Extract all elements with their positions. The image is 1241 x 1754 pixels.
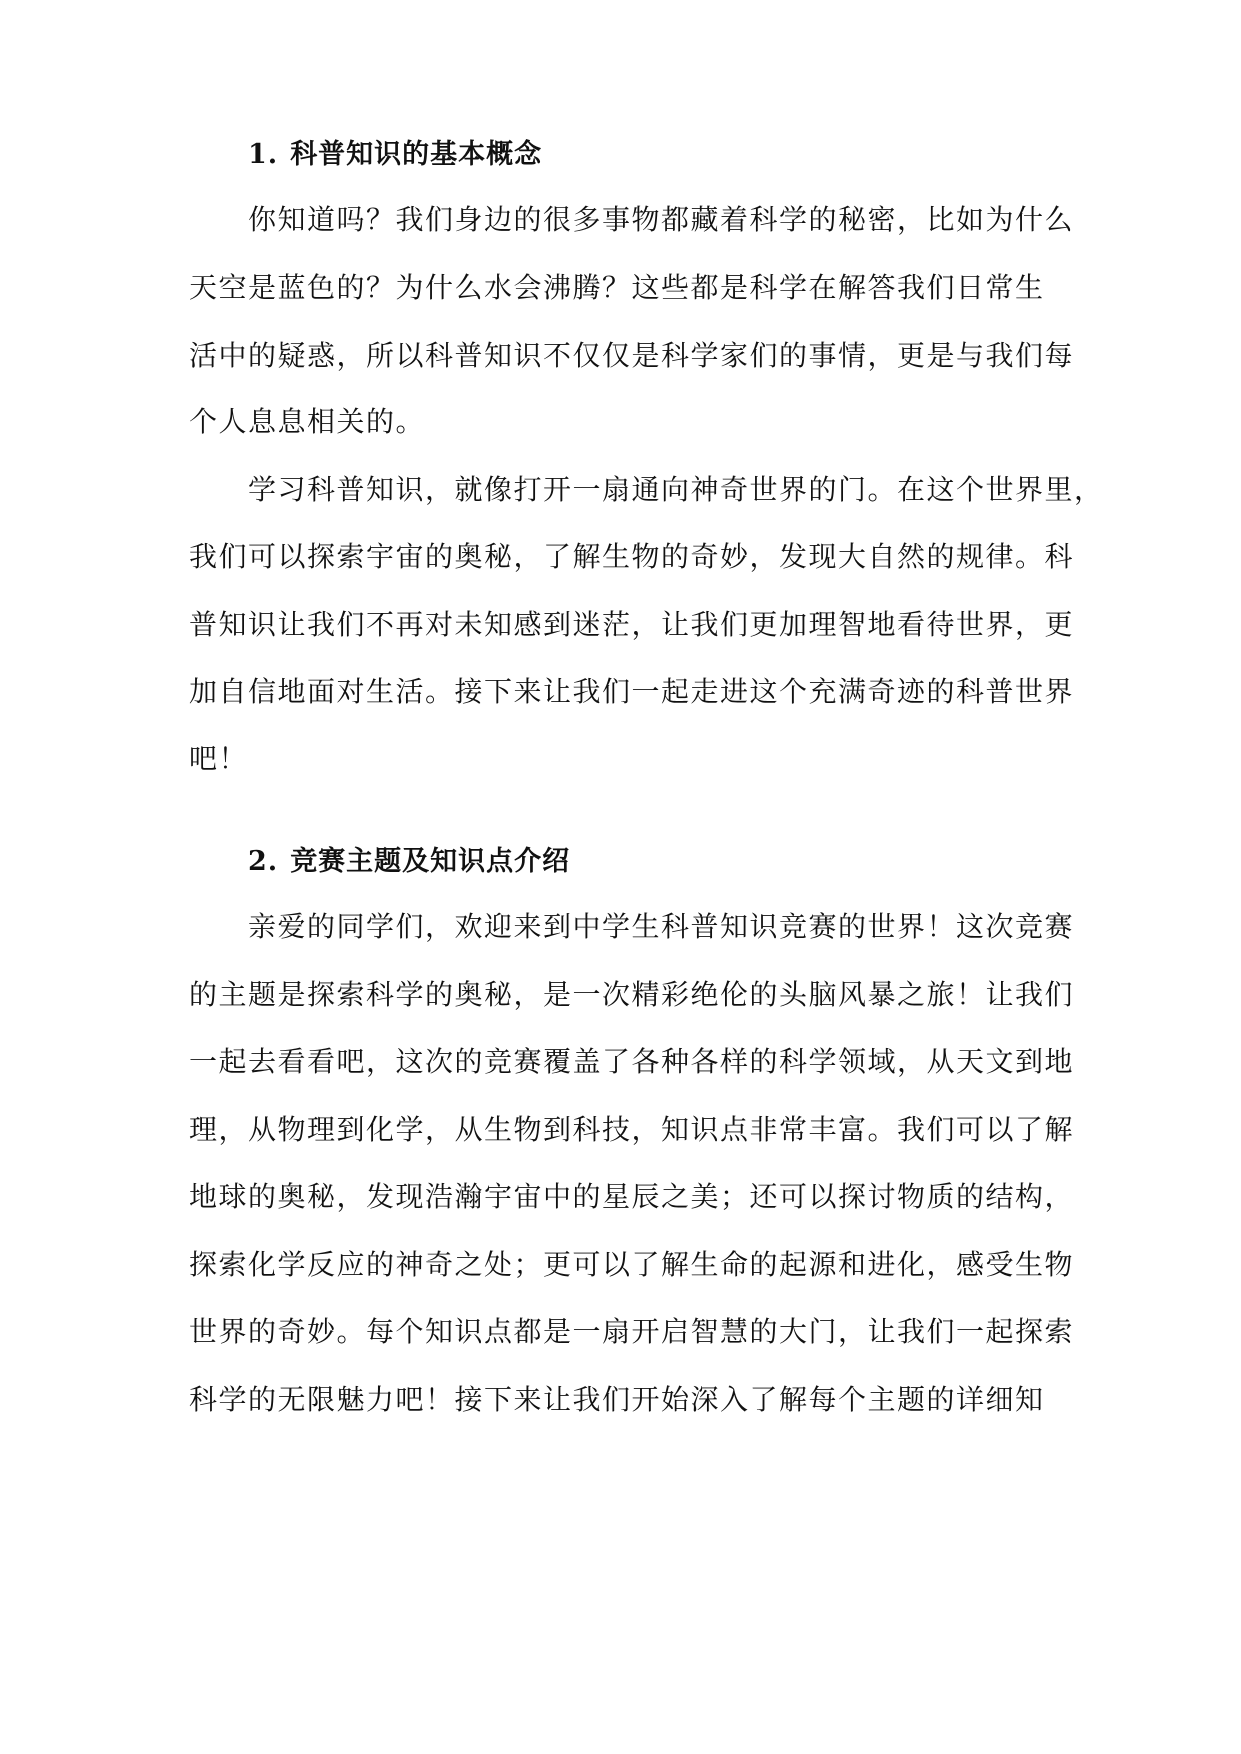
text-line: 科学的无限魅力吧！接下来让我们开始深入了解每个主题的详细知 bbox=[189, 1383, 1045, 1416]
text-line: 的主题是探索科学的奥秘，是一次精彩绝伦的头脑风暴之旅！让我们 bbox=[189, 978, 1075, 1011]
text-line: 理，从物理到化学，从生物到科技，知识点非常丰富。我们可以了解 bbox=[189, 1113, 1075, 1146]
text-line: 地球的奥秘，发现浩瀚宇宙中的星辰之美；还可以探讨物质的结构， bbox=[189, 1180, 1075, 1213]
section-heading-1 bbox=[248, 141, 542, 168]
text-line: 我们可以探索宇宙的奥秘，了解生物的奇妙，发现大自然的规律。科 bbox=[189, 540, 1075, 573]
text-line: 学习科普知识，就像打开一扇通向神奇世界的门。在这个世界里， bbox=[248, 473, 1104, 506]
text-line: 探索化学反应的神奇之处；更可以了解生命的起源和进化，感受生物 bbox=[189, 1248, 1075, 1281]
text-line: 加自信地面对生活。接下来让我们一起走进这个充满奇迹的科普世界 bbox=[189, 675, 1075, 708]
section-title: 科普知识的基本概念 bbox=[290, 139, 543, 170]
section-heading-2 bbox=[248, 848, 570, 875]
text-line: 吧！ bbox=[189, 742, 249, 775]
text-line: 活中的疑惑，所以科普知识不仅仅是科学家们的事情，更是与我们每 bbox=[189, 339, 1075, 372]
text-line: 个人息息相关的。 bbox=[189, 405, 426, 438]
text-line: 亲爱的同学们，欢迎来到中学生科普知识竞赛的世界！这次竞赛 bbox=[248, 910, 1075, 943]
section-number: 2. bbox=[248, 846, 279, 877]
text-line: 一起去看看吧，这次的竞赛覆盖了各种各样的科学领域，从天文到地 bbox=[189, 1045, 1075, 1078]
text-line: 天空是蓝色的？为什么水会沸腾？这些都是科学在解答我们日常生 bbox=[189, 271, 1045, 304]
section-number: 1. bbox=[248, 139, 279, 170]
text-line: 你知道吗？我们身边的很多事物都藏着科学的秘密，比如为什么 bbox=[248, 203, 1075, 236]
text-line: 世界的奇妙。每个知识点都是一扇开启智慧的大门，让我们一起探索 bbox=[189, 1315, 1075, 1348]
section-title: 竞赛主题及知识点介绍 bbox=[290, 846, 571, 877]
text-line: 普知识让我们不再对未知感到迷茫，让我们更加理智地看待世界，更 bbox=[189, 608, 1075, 641]
